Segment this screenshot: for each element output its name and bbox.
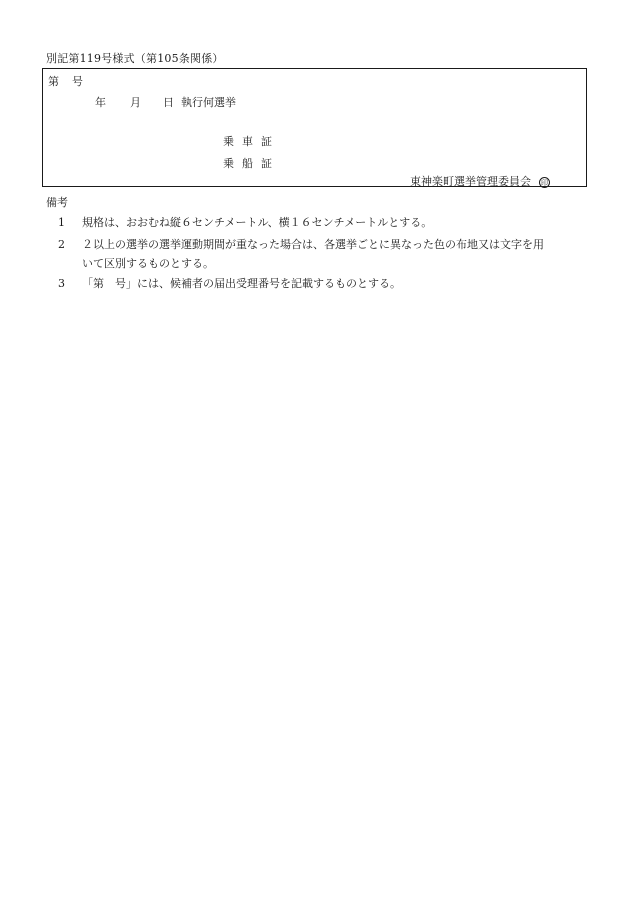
- note-text: 「第 号」には、候補者の届出受理番号を記載するものとする。: [82, 277, 401, 290]
- note-item-1: [58, 214, 432, 230]
- number-label-prefix: 第: [48, 75, 59, 88]
- certificate-ship-label: 乗船証: [223, 157, 280, 170]
- seal-icon: 印: [541, 178, 548, 187]
- certificate-form-box: [42, 68, 587, 187]
- certificate-car-label: 乗車証: [223, 135, 280, 148]
- date-line: [95, 94, 236, 110]
- date-election: 執行何選挙: [181, 96, 236, 109]
- page-title: 別記第119号様式（第105条関係）: [46, 52, 224, 65]
- number-label-suffix: 号: [72, 75, 83, 88]
- note-text: ２以上の選挙の選挙運動期間が重なった場合は、各選挙ごとに異なった色の布地又は文字を用: [82, 238, 544, 251]
- issuer-name: 東神楽町選挙管理委員会: [410, 175, 531, 188]
- note-item-3: [58, 275, 401, 291]
- date-day: 日: [163, 96, 174, 109]
- date-month: 月: [130, 96, 141, 109]
- note-item-2: [58, 236, 544, 252]
- number-line: [48, 73, 83, 89]
- date-year: 年: [95, 96, 106, 109]
- note-text: 規格は、おおむね縦６センチメートル、横１６センチメートルとする。: [82, 216, 433, 229]
- note-number: 2: [58, 238, 65, 251]
- note-number: 1: [58, 216, 65, 229]
- note-number: 3: [58, 277, 65, 290]
- issuer-line: [410, 173, 550, 189]
- notes-heading: 備考: [46, 196, 68, 209]
- note-item-2-continuation: いて区別するものとする。: [82, 257, 214, 270]
